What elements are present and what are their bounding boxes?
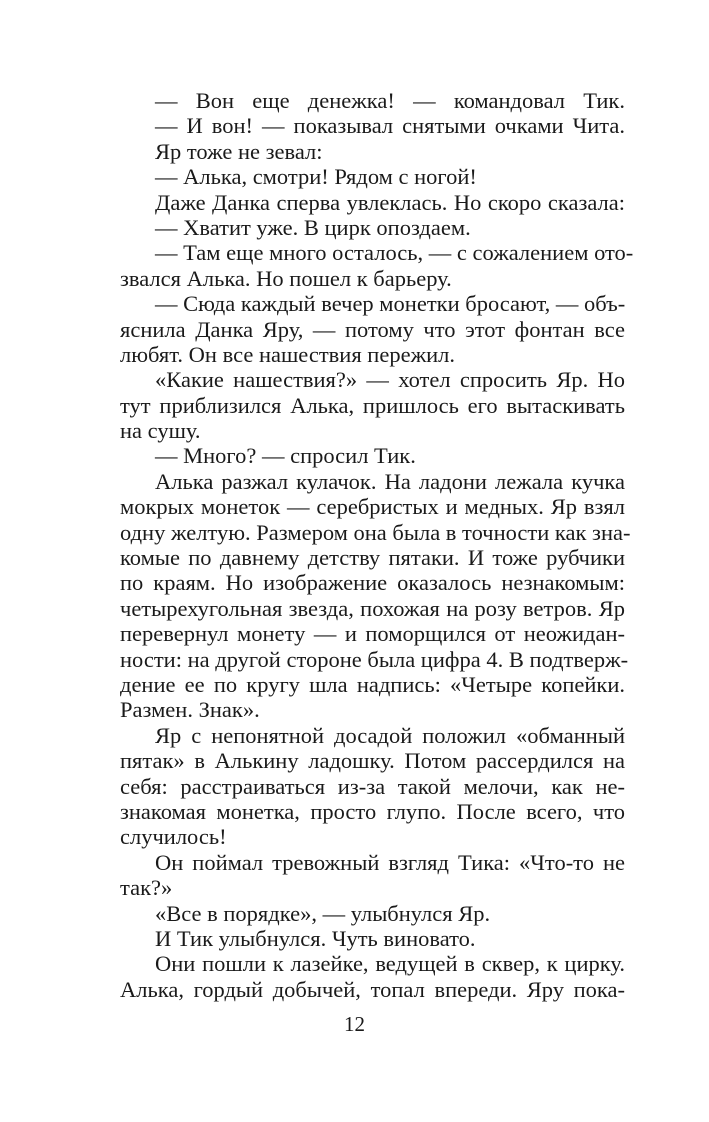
- text-line: тут приблизился Алька, пришлось его вытаскивать: [120, 392, 625, 418]
- text-line: Яр тоже не зевал:: [155, 138, 323, 164]
- text-line: любят. Он все нашествия пережил.: [120, 341, 456, 367]
- text-line: одну желтую. Размером она была в точности как зна-: [120, 519, 631, 545]
- text-line: — Хватит уже. В цирк опоздаем.: [155, 214, 471, 240]
- text-line: Алька, гордый добычей, топал впереди. Яру пока-: [120, 976, 625, 1002]
- text-line: случилось!: [120, 824, 227, 850]
- text-line: И Тик улыбнулся. Чуть виновато.: [155, 925, 476, 951]
- text-line: комые по давнему детству пятаки. И тоже рубчики: [120, 545, 625, 571]
- body-text: [120, 88, 634, 1002]
- text-line: себя: расстраиваться из-за такой мелочи, как не-: [120, 773, 625, 799]
- text-line: Яр с непонятной досадой положил «обманный: [155, 722, 625, 748]
- text-line: так?»: [120, 875, 173, 901]
- text-line: звался Алька. Но пошел к барьеру.: [120, 265, 452, 291]
- text-line: Даже Данка сперва увлеклась. Но скоро сказала:: [155, 189, 625, 215]
- text-line: знакомая монетка, просто глупо. После всего, что: [120, 798, 625, 824]
- text-line: «Все в порядке», — улыбнулся Яр.: [155, 900, 491, 926]
- text-line: — Много? — спросил Тик.: [155, 443, 416, 469]
- text-line: Размен. Знак».: [120, 697, 260, 723]
- text-line: — Алька, смотри! Рядом с ногой!: [155, 164, 477, 190]
- text-line: ности: на другой стороне была цифра 4. В подтверж-: [120, 646, 629, 672]
- text-line: — И вон! — показывал снятыми очками Чита.: [155, 113, 625, 139]
- text-line: Алька разжал кулачок. На ладони лежала кучка: [155, 468, 625, 494]
- text-line: яснила Данка Яру, — потому что этот фонтан все: [120, 316, 625, 342]
- text-line: четырехугольная звезда, похожая на розу ветров. Яр: [120, 595, 625, 621]
- text-line: Они пошли к лазейке, ведущей в сквер, к цирку.: [155, 951, 625, 977]
- text-line: по краям. Но изображение оказалось незнакомым:: [120, 570, 625, 596]
- text-line: мокрых монеток — серебристых и медных. Яр взял: [120, 494, 625, 520]
- text-line: перевернул монету — и поморщился от неожидан-: [120, 621, 625, 647]
- text-line: пятак» в Алькину ладошку. Потом рассердился на: [120, 748, 625, 774]
- text-line: — Там еще много осталось, — с сожалением ото-: [155, 240, 634, 266]
- text-line: «Какие нашествия?» — хотел спросить Яр. Но: [155, 367, 625, 393]
- text-line: — Сюда каждый вечер монетки бросают, — объ-: [155, 291, 626, 317]
- text-line: на сушу.: [120, 418, 201, 444]
- text-line: дение ее по кругу шла надпись: «Четыре копейки.: [120, 671, 625, 697]
- text-line: Он поймал тревожный взгляд Тика: «Что-то не: [155, 849, 625, 875]
- text-line: — Вон еще денежка! — командовал Тик.: [155, 88, 625, 113]
- page-number: 12: [344, 1012, 365, 1036]
